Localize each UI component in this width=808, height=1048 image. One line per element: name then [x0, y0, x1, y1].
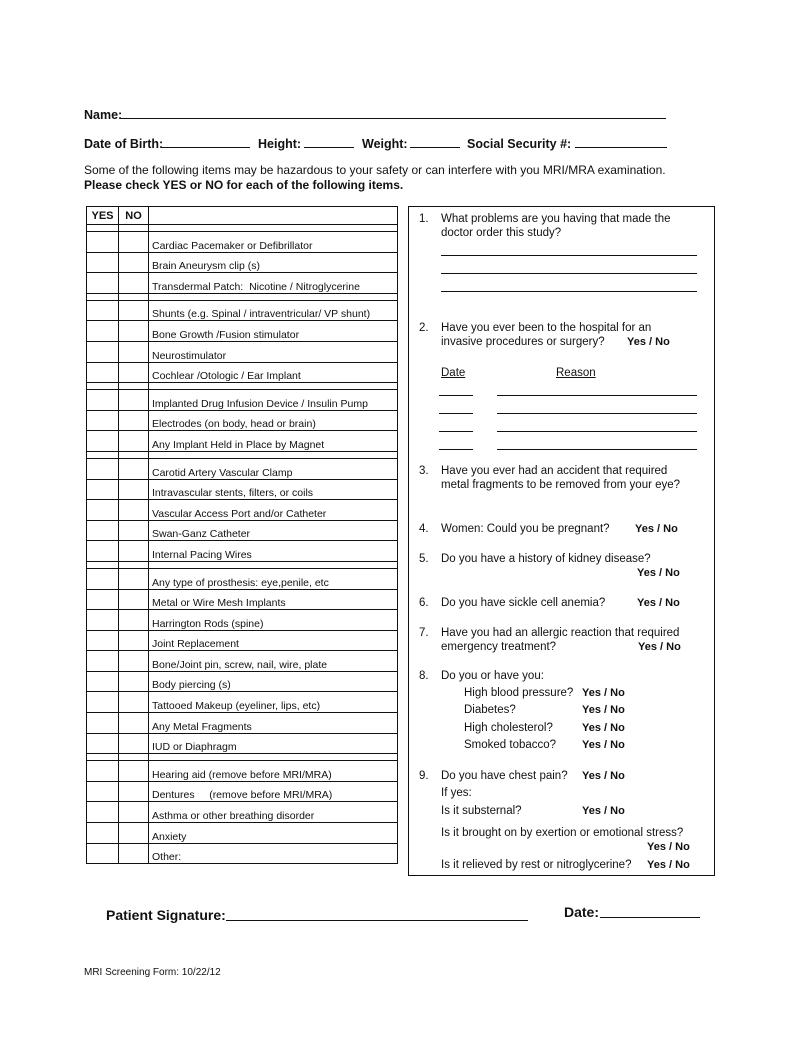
yes-checkbox[interactable] — [87, 500, 119, 521]
yes-checkbox[interactable] — [87, 610, 119, 631]
checklist-item-label: Bone Growth /Fusion stimulator — [149, 321, 398, 342]
surgery-reason-line-1[interactable] — [497, 395, 697, 396]
question-7-text-1: Have you had an allergic reaction that required — [441, 627, 680, 639]
height-label: Height: — [258, 137, 302, 151]
checklist-item-label: Dentures (remove before MRI/MRA) — [149, 781, 398, 802]
surgery-reason-line-4[interactable] — [497, 449, 697, 450]
group-separator — [87, 293, 398, 300]
yes-checkbox[interactable] — [87, 761, 119, 782]
yes-checkbox[interactable] — [87, 273, 119, 294]
yes-checkbox[interactable] — [87, 589, 119, 610]
group-separator — [87, 383, 398, 390]
no-checkbox[interactable] — [119, 458, 149, 479]
checklist-item-label: Any type of prosthesis: eye,penile, etc — [149, 568, 398, 589]
separator-cell — [149, 383, 398, 390]
question-4-yes-no[interactable]: Yes / No — [635, 523, 678, 535]
no-checkbox[interactable] — [119, 362, 149, 383]
no-checkbox[interactable] — [119, 500, 149, 521]
signature-date-label: Date: — [564, 904, 600, 920]
checklist-row — [87, 300, 398, 321]
question-7-yes-no[interactable]: Yes / No — [638, 641, 681, 653]
no-checkbox[interactable] — [119, 733, 149, 754]
separator-cell — [119, 383, 149, 390]
surgery-date-line-4[interactable] — [439, 449, 473, 450]
separator-cell — [87, 383, 119, 390]
checklist-row — [87, 341, 398, 362]
signature-date-field[interactable] — [600, 917, 700, 918]
question-4-text: Women: Could you be pregnant? — [441, 523, 610, 535]
yes-column-header: YES — [87, 207, 119, 225]
weight-label: Weight: — [362, 137, 408, 151]
checklist-item-label: Intravascular stents, filters, or coils — [149, 479, 398, 500]
question-2-text-2: invasive procedures or surgery? — [441, 336, 605, 348]
question-7-number: 7. — [419, 627, 429, 639]
yes-checkbox[interactable] — [87, 300, 119, 321]
question-2-number: 2. — [419, 322, 429, 334]
reason-column-label: Reason — [556, 367, 596, 379]
checklist-row — [87, 589, 398, 610]
question-3-number: 3. — [419, 465, 429, 477]
no-checkbox[interactable] — [119, 671, 149, 692]
relief-label: Is it relieved by rest or nitroglycerine? — [441, 859, 632, 871]
checklist-item-label: Any Metal Fragments — [149, 713, 398, 734]
dob-field[interactable] — [162, 147, 250, 148]
separator-cell — [149, 451, 398, 458]
no-checkbox[interactable] — [119, 713, 149, 734]
question-3-text-1: Have you ever had an accident that required — [441, 465, 668, 477]
substernal-yes-no[interactable]: Yes / No — [582, 805, 625, 817]
checklist-row — [87, 630, 398, 651]
question-8-number: 8. — [419, 670, 429, 682]
checklist-row — [87, 671, 398, 692]
checklist-row — [87, 321, 398, 342]
yes-checkbox[interactable] — [87, 458, 119, 479]
group-separator — [87, 451, 398, 458]
question-5-number: 5. — [419, 553, 429, 565]
separator-cell — [119, 293, 149, 300]
checklist-row — [87, 761, 398, 782]
checklist-item-label: Neurostimulator — [149, 341, 398, 362]
checklist-row — [87, 692, 398, 713]
no-checkbox[interactable] — [119, 761, 149, 782]
question-1-answer-line-1[interactable] — [441, 255, 697, 256]
checklist-row — [87, 610, 398, 631]
diabetes-yes-no[interactable]: Yes / No — [582, 704, 625, 716]
checklist-row — [87, 568, 398, 589]
checklist-row — [87, 458, 398, 479]
question-8-text: Do you or have you: — [441, 670, 544, 682]
surgery-reason-line-3[interactable] — [497, 431, 697, 432]
no-checkbox[interactable] — [119, 479, 149, 500]
question-1-text-2: doctor order this study? — [441, 227, 562, 239]
no-checkbox[interactable] — [119, 610, 149, 631]
high-cholesterol-yes-no[interactable]: Yes / No — [582, 722, 625, 734]
checklist-row — [87, 541, 398, 562]
checklist-item-label: Tattooed Makeup (eyeliner, lips, etc) — [149, 692, 398, 713]
question-1-answer-line-3[interactable] — [441, 291, 697, 292]
no-checkbox[interactable] — [119, 390, 149, 411]
separator-cell — [119, 451, 149, 458]
ssn-label: Social Security #: — [467, 137, 572, 151]
checklist-item-label: Cochlear /Otologic / Ear Implant — [149, 362, 398, 383]
weight-field[interactable] — [410, 147, 460, 148]
separator-cell — [87, 754, 119, 761]
question-2-text-1: Have you ever been to the hospital for an — [441, 322, 652, 334]
checklist-item-label: Harrington Rods (spine) — [149, 610, 398, 631]
checklist-row — [87, 781, 398, 802]
separator-cell — [119, 754, 149, 761]
yes-checkbox[interactable] — [87, 541, 119, 562]
no-checkbox[interactable] — [119, 321, 149, 342]
surgery-reason-line-2[interactable] — [497, 413, 697, 414]
yes-checkbox[interactable] — [87, 252, 119, 273]
question-5-text: Do you have a history of kidney disease? — [441, 553, 651, 565]
patient-signature-field[interactable] — [226, 920, 528, 921]
question-2-yes-no[interactable]: Yes / No — [627, 336, 670, 348]
questions-panel — [408, 206, 715, 876]
high-blood-pressure-label: High blood pressure? — [464, 687, 574, 699]
separator-cell — [149, 561, 398, 568]
separator-cell — [87, 561, 119, 568]
high-blood-pressure-yes-no[interactable]: Yes / No — [582, 687, 625, 699]
if-yes-label: If yes: — [441, 787, 472, 799]
checklist-row — [87, 843, 398, 864]
group-separator — [87, 561, 398, 568]
no-checkbox[interactable] — [119, 541, 149, 562]
smoked-tobacco-label: Smoked tobacco? — [464, 739, 557, 751]
checklist-row — [87, 713, 398, 734]
separator-cell — [149, 293, 398, 300]
yes-checkbox[interactable] — [87, 671, 119, 692]
checklist-row — [87, 362, 398, 383]
yes-checkbox[interactable] — [87, 733, 119, 754]
checklist-item-label: Brain Aneurysm clip (s) — [149, 252, 398, 273]
question-9-text: Do you have chest pain? — [441, 770, 568, 782]
no-checkbox[interactable] — [119, 843, 149, 864]
checklist-row — [87, 232, 398, 253]
checklist-row — [87, 431, 398, 452]
checklist-item-label: Implanted Drug Infusion Device / Insulin Pump — [149, 390, 398, 411]
question-7-text-2: emergency treatment? — [441, 641, 557, 653]
no-checkbox[interactable] — [119, 273, 149, 294]
yes-checkbox[interactable] — [87, 410, 119, 431]
name-field[interactable] — [121, 118, 666, 119]
question-1-number: 1. — [419, 213, 429, 225]
question-3-text-2: metal fragments to be removed from your eye? — [441, 479, 681, 491]
yes-checkbox[interactable] — [87, 520, 119, 541]
yes-checkbox[interactable] — [87, 431, 119, 452]
no-column-header: NO — [119, 207, 149, 225]
smoked-tobacco-yes-no[interactable]: Yes / No — [582, 739, 625, 751]
yes-checkbox[interactable] — [87, 568, 119, 589]
no-checkbox[interactable] — [119, 781, 149, 802]
no-checkbox[interactable] — [119, 431, 149, 452]
group-separator — [87, 754, 398, 761]
checklist-item-label: Body piercing (s) — [149, 671, 398, 692]
ssn-field[interactable] — [575, 147, 667, 148]
checklist-item-label: IUD or Diaphragm — [149, 733, 398, 754]
no-checkbox[interactable] — [119, 252, 149, 273]
question-6-number: 6. — [419, 597, 429, 609]
no-checkbox[interactable] — [119, 410, 149, 431]
separator-cell — [87, 225, 119, 232]
diabetes-label: Diabetes? — [464, 704, 516, 716]
separator-cell — [119, 225, 149, 232]
separator-cell — [119, 561, 149, 568]
name-label: Name: — [84, 108, 123, 122]
intro-line-2: Please check YES or NO for each of the following items. — [84, 178, 404, 192]
checklist-row — [87, 252, 398, 273]
checklist-item-label: Anxiety — [149, 823, 398, 844]
question-1-text-1: What problems are you having that made the — [441, 213, 671, 225]
yes-checkbox[interactable] — [87, 341, 119, 362]
height-field[interactable] — [304, 147, 354, 148]
no-checkbox[interactable] — [119, 802, 149, 823]
checklist-item-label: Electrodes (on body, head or brain) — [149, 410, 398, 431]
question-9-number: 9. — [419, 770, 429, 782]
checklist-row — [87, 802, 398, 823]
checklist-item-label: Asthma or other breathing disorder — [149, 802, 398, 823]
date-column-label: Date — [441, 367, 466, 379]
checklist-item-label: Bone/Joint pin, screw, nail, wire, plate — [149, 651, 398, 672]
item-column-header — [149, 207, 398, 225]
separator-cell — [149, 225, 398, 232]
separator-cell — [87, 451, 119, 458]
question-6-text: Do you have sickle cell anemia? — [441, 597, 606, 609]
checklist-row — [87, 410, 398, 431]
yes-checkbox[interactable] — [87, 390, 119, 411]
yes-checkbox[interactable] — [87, 823, 119, 844]
no-checkbox[interactable] — [119, 341, 149, 362]
no-checkbox[interactable] — [119, 630, 149, 651]
no-checkbox[interactable] — [119, 692, 149, 713]
no-checkbox[interactable] — [119, 651, 149, 672]
question-4-number: 4. — [419, 523, 429, 535]
surgery-date-line-1[interactable] — [439, 395, 473, 396]
yes-checkbox[interactable] — [87, 630, 119, 651]
checklist-item-label: Swan-Ganz Catheter — [149, 520, 398, 541]
checklist-item-label: Metal or Wire Mesh Implants — [149, 589, 398, 610]
intro-line-1: Some of the following items may be hazardous to your safety or can interfere with you MRI/MRA examination. — [84, 163, 666, 177]
exertion-label: Is it brought on by exertion or emotional stress? — [441, 827, 684, 839]
yes-checkbox[interactable] — [87, 692, 119, 713]
question-6-yes-no[interactable]: Yes / No — [637, 597, 680, 609]
checklist-row — [87, 273, 398, 294]
checklist-item-label: Cardiac Pacemaker or Defibrillator — [149, 232, 398, 253]
checklist-item-label: Internal Pacing Wires — [149, 541, 398, 562]
no-checkbox[interactable] — [119, 823, 149, 844]
checklist-row — [87, 479, 398, 500]
surgery-date-line-3[interactable] — [439, 431, 473, 432]
no-checkbox[interactable] — [119, 589, 149, 610]
no-checkbox[interactable] — [119, 300, 149, 321]
checklist-row — [87, 733, 398, 754]
no-checkbox[interactable] — [119, 568, 149, 589]
yes-checkbox[interactable] — [87, 321, 119, 342]
surgery-date-line-2[interactable] — [439, 413, 473, 414]
high-cholesterol-label: High cholesterol? — [464, 722, 553, 734]
chest-pain-yes-no[interactable]: Yes / No — [582, 770, 625, 782]
question-5-yes-no[interactable]: Yes / No — [637, 567, 680, 579]
yes-checkbox[interactable] — [87, 781, 119, 802]
patient-signature-label: Patient Signature: — [106, 907, 226, 923]
separator-cell — [87, 293, 119, 300]
checklist-row — [87, 520, 398, 541]
form-id: MRI Screening Form: 10/22/12 — [84, 967, 221, 978]
yes-checkbox[interactable] — [87, 479, 119, 500]
checklist-item-label: Any Implant Held in Place by Magnet — [149, 431, 398, 452]
yes-checkbox[interactable] — [87, 651, 119, 672]
checklist-row — [87, 390, 398, 411]
checklist-item-label: Carotid Artery Vascular Clamp — [149, 458, 398, 479]
group-separator — [87, 225, 398, 232]
yes-checkbox[interactable] — [87, 843, 119, 864]
substernal-label: Is it substernal? — [441, 805, 522, 817]
checklist-row — [87, 823, 398, 844]
no-checkbox[interactable] — [119, 520, 149, 541]
dob-label: Date of Birth: — [84, 137, 164, 151]
separator-cell — [149, 754, 398, 761]
yes-checkbox[interactable] — [87, 802, 119, 823]
yes-checkbox[interactable] — [87, 713, 119, 734]
checklist-item-label: Vascular Access Port and/or Catheter — [149, 500, 398, 521]
checklist-row — [87, 500, 398, 521]
checklist-item-label: Shunts (e.g. Spinal / intraventricular/ VP shunt) — [149, 300, 398, 321]
exertion-yes-no[interactable]: Yes / No — [647, 841, 690, 853]
question-1-answer-line-2[interactable] — [441, 273, 697, 274]
checklist-item-label: Other: — [149, 843, 398, 864]
relief-yes-no[interactable]: Yes / No — [647, 859, 690, 871]
no-checkbox[interactable] — [119, 232, 149, 253]
yes-checkbox[interactable] — [87, 362, 119, 383]
yes-checkbox[interactable] — [87, 232, 119, 253]
hazard-checklist — [86, 206, 398, 864]
checklist-item-label: Transdermal Patch: Nicotine / Nitroglycerine — [149, 273, 398, 294]
checklist-row — [87, 651, 398, 672]
checklist-item-label: Hearing aid (remove before MRI/MRA) — [149, 761, 398, 782]
checklist-item-label: Joint Replacement — [149, 630, 398, 651]
